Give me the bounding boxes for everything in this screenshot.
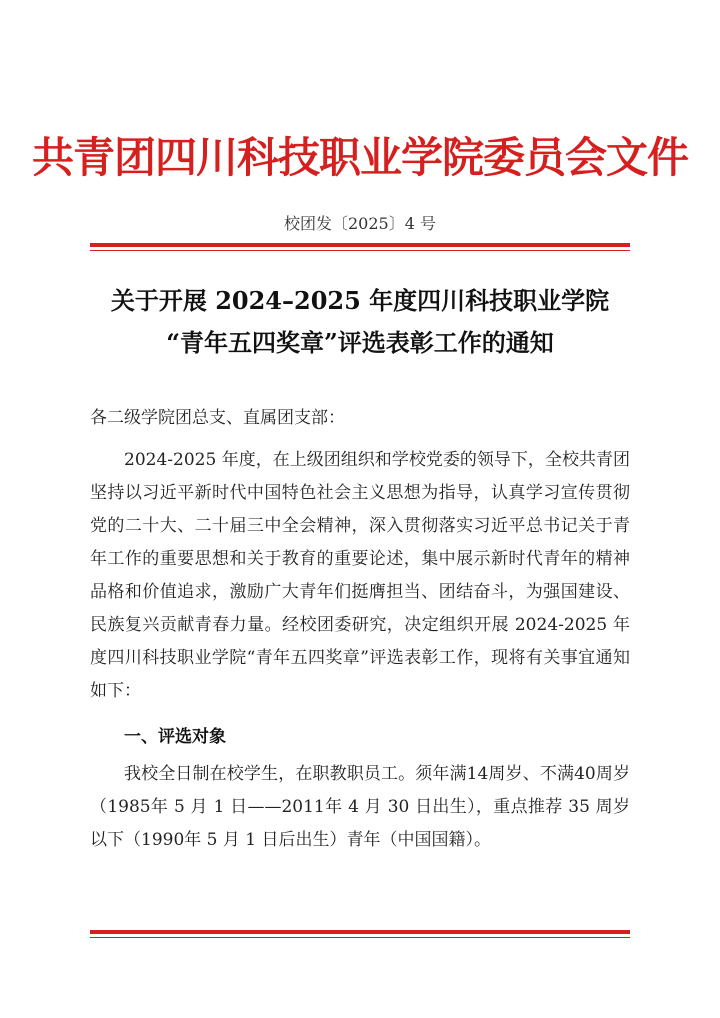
document-header-title: 共青团四川科技职业学院委员会文件 <box>31 133 688 182</box>
footer-red-divider-thin <box>90 937 630 938</box>
header-red-divider-thin <box>90 250 630 251</box>
body-paragraph-1: 2024-2025 年度，在上级团组织和学校党委的领导下，全校共青团坚持以习近平新时代中国特色社会主义思想为指导，认真学习宣传贯彻党的二十大、二十届三中全会精神，深入贯彻落实习近平总书记关于青年工作的重要思想和关于教育的重要论述，集中展示新时代青年的精神品格和价值追求，激励广大青年们挺膺担当、团结奋斗，为强国建设、民族复兴贡献青春力量。经校团委研究，决定组织开展 2024-2025 年度四川科技职业学院“青年五四奖章”评选表彰工作，现将有关事宜通知如下： <box>90 450 630 701</box>
body-paragraph-2: 我校全日制在校学生，在职教职员工。须年满14周岁、不满40周岁（1985年 5 月 1 日——2011年 4 月 30 日出生），重点推荐 35 周岁以下（1990年 5 月 1 日后出生）青年（中国国籍）。 <box>90 764 630 850</box>
notice-title-line-1: 关于开展 2024–2025 年度四川科技职业学院 <box>110 286 610 315</box>
document-number: 校团发〔2025〕4 号 <box>284 214 436 233</box>
footer-red-divider <box>90 930 630 934</box>
section-heading-selection-targets: 一、评选对象 <box>124 727 226 747</box>
salutation: 各二级学院团总支、直属团支部： <box>90 408 345 428</box>
notice-title-line-2: “青年五四奖章”评选表彰工作的通知 <box>166 328 554 357</box>
header-red-divider <box>90 243 630 247</box>
